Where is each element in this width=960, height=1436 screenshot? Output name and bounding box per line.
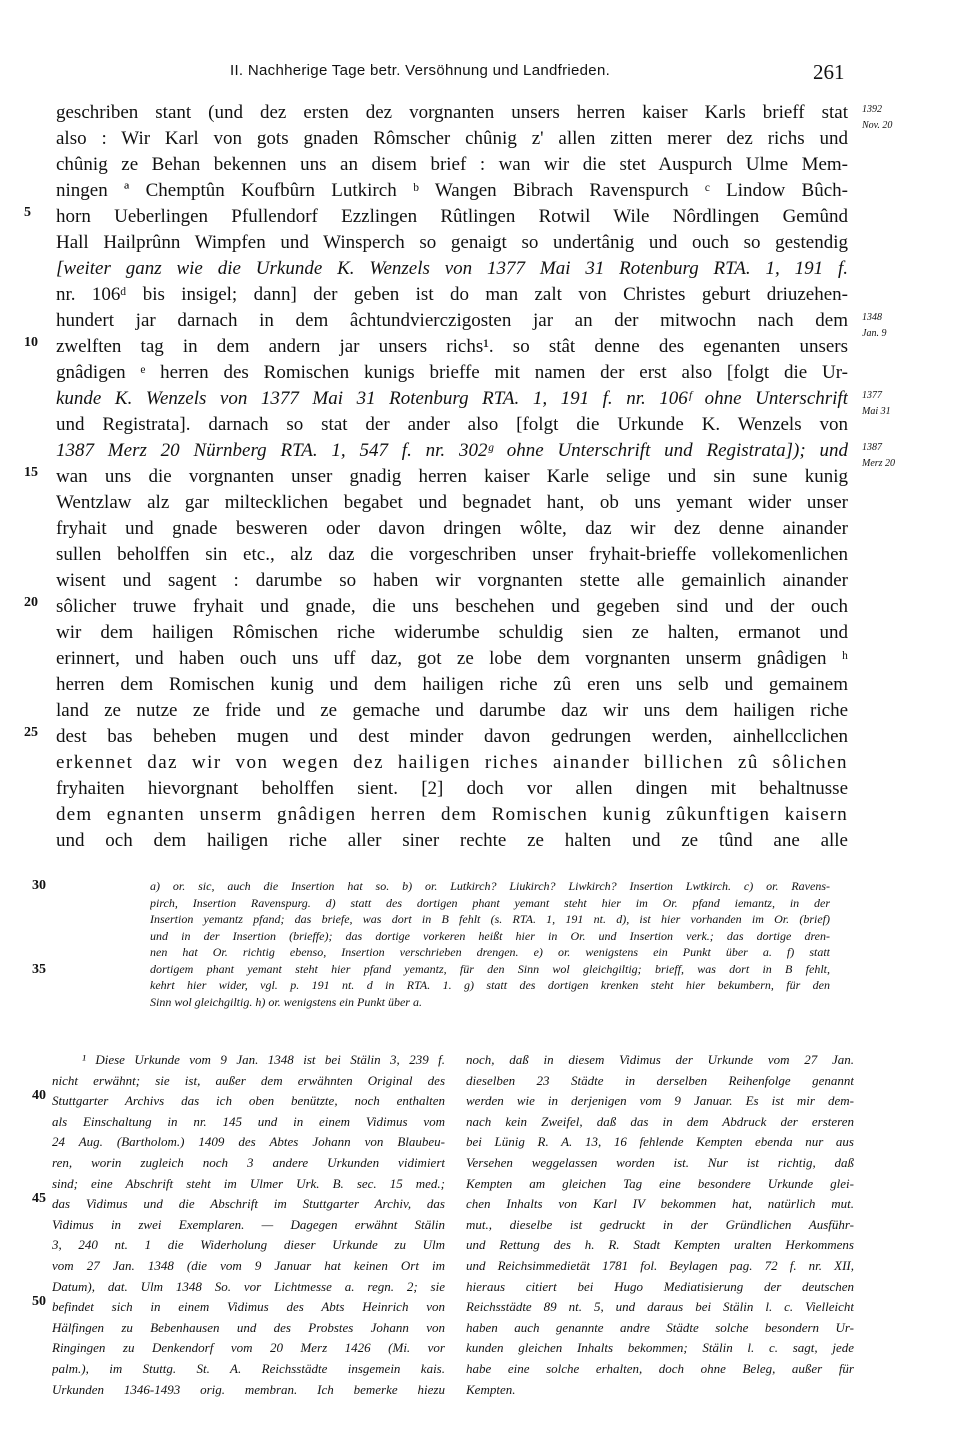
commentary-line: befindet sich in einem Vidimus des Abts Heinrich von [52,1299,445,1315]
commentary-line: Stuttgarter Archivs das ich oben benützte, noch enthalten [52,1093,445,1109]
margin-date: 1392 [862,104,882,115]
margin-date: Nov. 20 [862,120,893,131]
commentary-line: 3, 240 nt. 1 die Widerholung dieser Urkunde zu Ulm [52,1237,445,1253]
commentary-line: und Rettung des h. R. Stadt Kempten uralten Herkommens [466,1237,854,1253]
text-line: horn Ueberlingen Pfullendorf Ezzlingen Rûtlingen Rotwil Wile Nôrdlingen Gemûnd [56,206,848,227]
commentary-line: sind; eine Abschrift steht im Ulmer Urk. B. sec. 15 med.; [52,1175,445,1191]
commentary-line: ¹ Diese Urkunde vom 9 Jan. 1348 ist bei Stälin 3, 239 f. [82,1052,445,1067]
text-line: herren dem Romischen kunig und dem hailigen riche zû eren uns selb und gemainem [56,674,848,695]
commentary-line: kunden gleichen Inhalts bekommen; Stälin l. c. sagt, jede [466,1340,854,1356]
commentary-line: vom 27 Jan. 1348 (die vom 9 Januar hat keinen Ort im [52,1257,445,1273]
commentary-line: Hälfingen zu Bebenhausen und des Probstes Johann von [52,1319,445,1335]
text-line: und Registrata]. darnach so stat der ander also [folgt die Urkunde K. Wenzels von [56,414,848,435]
text-line: erkennet daz wir von wegen dez hailigen riches ainander billichen zû sôlichen [56,752,848,773]
commentary-line: bei Lünig R. A. 13, 16 fehlende Kempten ebenda nur aus [466,1134,854,1150]
commentary-line: chen Inhalts von Karl IV bekommen hat, natürlich mut. [466,1196,854,1212]
text-line: chûnig ze Behan bekennen uns an disem brief : wan wir die stet Auspurch Ulme Mem- [56,154,848,175]
line-number: 30 [32,878,46,893]
commentary-line: haben auch genannte andre Städte solche besondern Ur- [466,1319,854,1335]
text-line: zwelften tag in dem andern jar unsers richs¹. so stât denne des egenanten unsers [56,336,848,357]
commentary-right-column [466,1050,854,1400]
commentary-line: Versehen weggelassen worden ist. Nur ist richtig, daß [466,1154,854,1170]
text-line: geschriben stant (und dez ersten dez vorgnanten unsers herren kaiser Karls brieff stat [56,102,848,123]
text-line: dest bas beheben mugen und dest minder davon gedrungen werden, ainhellcclichen [56,726,848,747]
commentary-line: werden wie in derjenigen vom 9 Januar. Es ist mir dem- [466,1093,854,1109]
commentary-line: Datum), dat. Ulm 1348 So. vor Lichtmesse a. regn. 2; sie [52,1278,445,1294]
commentary-line: ren, worin zugleich noch 3 andere Urkunden vidimiert [52,1154,445,1170]
text-line: und och dem hailigen riche aller siner rechte ze halten und ze tûnd ane alle [56,830,848,851]
footnote-line: pirch, Insertion Ravenspurg. d) statt des dortigen phant yemant steht hier im Or. pfand iemantz, in der [150,895,830,910]
margin-date: Jan. 9 [862,328,887,339]
footnote-line: dortigem phant yemant steht hier pfand yemantz, für den Sinn wol gleichgiltig; brieff, was dort in B fehlt, [150,961,830,976]
text-line: nr. 106ᵈ bis insigel; dann] der geben ist do man zalt von Christes geburt driuzehen- [56,284,848,305]
commentary-line: 24 Aug. (Bartholom.) 1409 des Abtes Johann von Blaubeu- [52,1134,445,1150]
critical-apparatus [150,878,830,1010]
text-line: Hall Hailprûnn Wimpfen und Winsperch so genaigt so undertânig und ouch so gestendig [56,232,848,253]
text-line: fryhaiten hievorgnant beholffen sient. [2] doch vor allen dingen mit behaltnusse [56,778,848,799]
text-line: gnâdigen ᵉ herren des Romischen kunigs brieffe mit namen der erst also [folgt die Ur- [56,362,848,383]
line-number: 10 [24,335,38,350]
commentary-line: hieraus citiert bei Hugo Mediatisierung der deutschen [466,1278,854,1294]
commentary-line: nicht erwähnt; sie ist, außer dem erwähnten Original des [52,1072,445,1088]
commentary-line: Ringingen zu Denkendorf vom 20 Merz 1426 (Mi. vor [52,1340,445,1356]
margin-date: 1387 [862,442,882,453]
text-line: [weiter ganz wie die Urkunde K. Wenzels von 1377 Mai 31 Rotenburg RTA. 1, 191 f. [56,258,848,279]
commentary-line: habe eine solche erhalten, doch ohne Beleg, außer für [466,1360,854,1376]
margin-date: 1348 [862,312,882,323]
line-number: 15 [24,465,38,480]
commentary-line: palm.), im Stuttg. St. A. Reichsstädte insgemein kais. [52,1360,445,1376]
margin-date: 1377 [862,390,882,401]
text-line: fryhait und gnade besweren oder davon dringen wôlte, daz wir dez denne ainander [56,518,848,539]
line-number: 35 [32,962,46,977]
main-text [56,100,848,854]
text-line: dem egnanten unserm gnâdigen herren dem Romischen kunig zûkunftigen kaisern [56,804,848,825]
line-number: 50 [32,1294,46,1309]
footnote-line: nen hat Or. richtig ebenso, Insertion verschrieben drengen. e) or. wenigstens ein Punkt über a. f) statt [150,945,830,959]
footnote-line: a) or. sic, auch die Insertion hat so. b) or. Lutkirch? Liukirch? Liwkirch? Insertion Lwtkirch. c) or. Ravens- [150,879,830,893]
commentary-line: Kempten am gleichen Tag eine besondere Urkunde glei- [466,1175,854,1191]
footnote-line: kehrt hier wider, vgl. p. 191 nt. d in RTA. 1. g) statt des dortigen krenken steht hier bekumbern, für den [150,978,830,992]
commentary-line: dieselben 23 Städte in derselben Reihenfolge genannt [466,1072,854,1088]
text-line: Wentzlaw alz gar miltecklichen begabet und begnadet hant, ob uns yemant wider unser [56,492,848,513]
commentary-line: als Einschaltung in nr. 145 und in einem Vidimus vom [52,1113,445,1129]
commentary-line: nach kein Zweifel, daß das in dem Abdruck der ersteren [466,1113,854,1129]
page-number: 261 [813,60,845,84]
commentary-line: und Reichsimmedietät 1781 fol. Beylagen pag. 72 f. nr. XII, [466,1257,854,1273]
text-line: wan uns die vorgnanten unser gnadig herren kaiser Karle selige und sin sune kunig [56,466,848,487]
text-line: ningen ª Chemptûn Koufbûrn Lutkirch ᵇ Wangen Bibrach Ravenspurch ᶜ Lindow Bûch- [56,180,848,201]
text-line: sôlicher truwe fryhait und gnade, die uns beschehen und gegeben sind und der ouch [56,596,848,617]
text-line: 1387 Merz 20 Nürnberg RTA. 1, 547 f. nr. 302ᵍ ohne Unterschrift und Registrata]); und [56,440,848,461]
text-line: land ze nutze ze fride und ze gemache und darumbe daz wir uns dem hailigen riche [56,700,848,721]
margin-date: Merz 20 [862,458,896,469]
line-number: 5 [24,205,31,220]
running-header [0,62,960,88]
line-number: 40 [32,1088,46,1103]
text-line: sullen beholffen sin etc., alz daz die vorgeschriben unser fryhait-brieffe vollekomenlichen [56,544,848,565]
text-line: kunde K. Wenzels von 1377 Mai 31 Rotenburg RTA. 1, 191 f. nr. 106ᶠ ohne Unterschrift [56,388,848,409]
line-number: 20 [24,595,38,610]
footnote-line: Sinn wol gleichgiltig. h) or. wenigstens ein Punkt über a. [150,994,422,1009]
footnote-line: und in der Insertion (brieffe); das dortige vorkeren heißt hier in Or. und Insertion verk.; das dortige dren- [150,928,830,943]
footnote-line: Insertion yemantz pfand; das briefe, was dort in B fehlt (s. RTA. 1, 191 nt. d), ist hier vorhanden im Or. (brief) [150,912,830,926]
commentary-line: noch, daß in diesem Vidimus der Urkunde vom 27 Jan. [466,1052,854,1067]
text-line: wisent und sagent : darumbe so haben wir vorgnanten stette alle gemainlich ainander [56,570,848,591]
commentary-line: Reichsstädte 89 nt. 5, und daraus bei Stälin l. c. Vielleicht [466,1299,854,1315]
line-number: 25 [24,725,38,740]
line-number: 45 [32,1191,46,1206]
commentary-line: Urkunden 1346-1493 orig. membran. Ich bemerke hiezu [52,1381,445,1397]
commentary-line: das Vidimus und die Abschrift im Stuttgarter Archiv, das [52,1196,445,1212]
text-line: hundert jar darnach in dem âchtundvierczigosten jar an der mitwochn nach dem [56,310,848,331]
text-line: also : Wir Karl von gots gnaden Rômscher chûnig z' allen zitten merer dez richs und [56,128,848,149]
margin-date: Mai 31 [862,406,891,417]
commentary-left-column [52,1050,445,1400]
commentary-line: mut., dieselbe ist gedruckt in der Gründlichen Ausführ- [466,1216,854,1232]
text-line: erinnert, und haben ouch uns uff daz, got ze lobe dem vorgnanten unserm gnâdigen ʰ [56,648,848,669]
commentary-line: Kempten. [466,1381,516,1397]
running-title: II. Nachherige Tage betr. Versöhnung und Landfrieden. [230,62,611,79]
commentary-line: Vidimus in zwei Exemplaren. — Dagegen erwähnt Stälin [52,1216,445,1232]
text-line: wir dem hailigen Rômischen riche widerumbe schuldig sien ze halten, ermanot und [56,622,848,643]
